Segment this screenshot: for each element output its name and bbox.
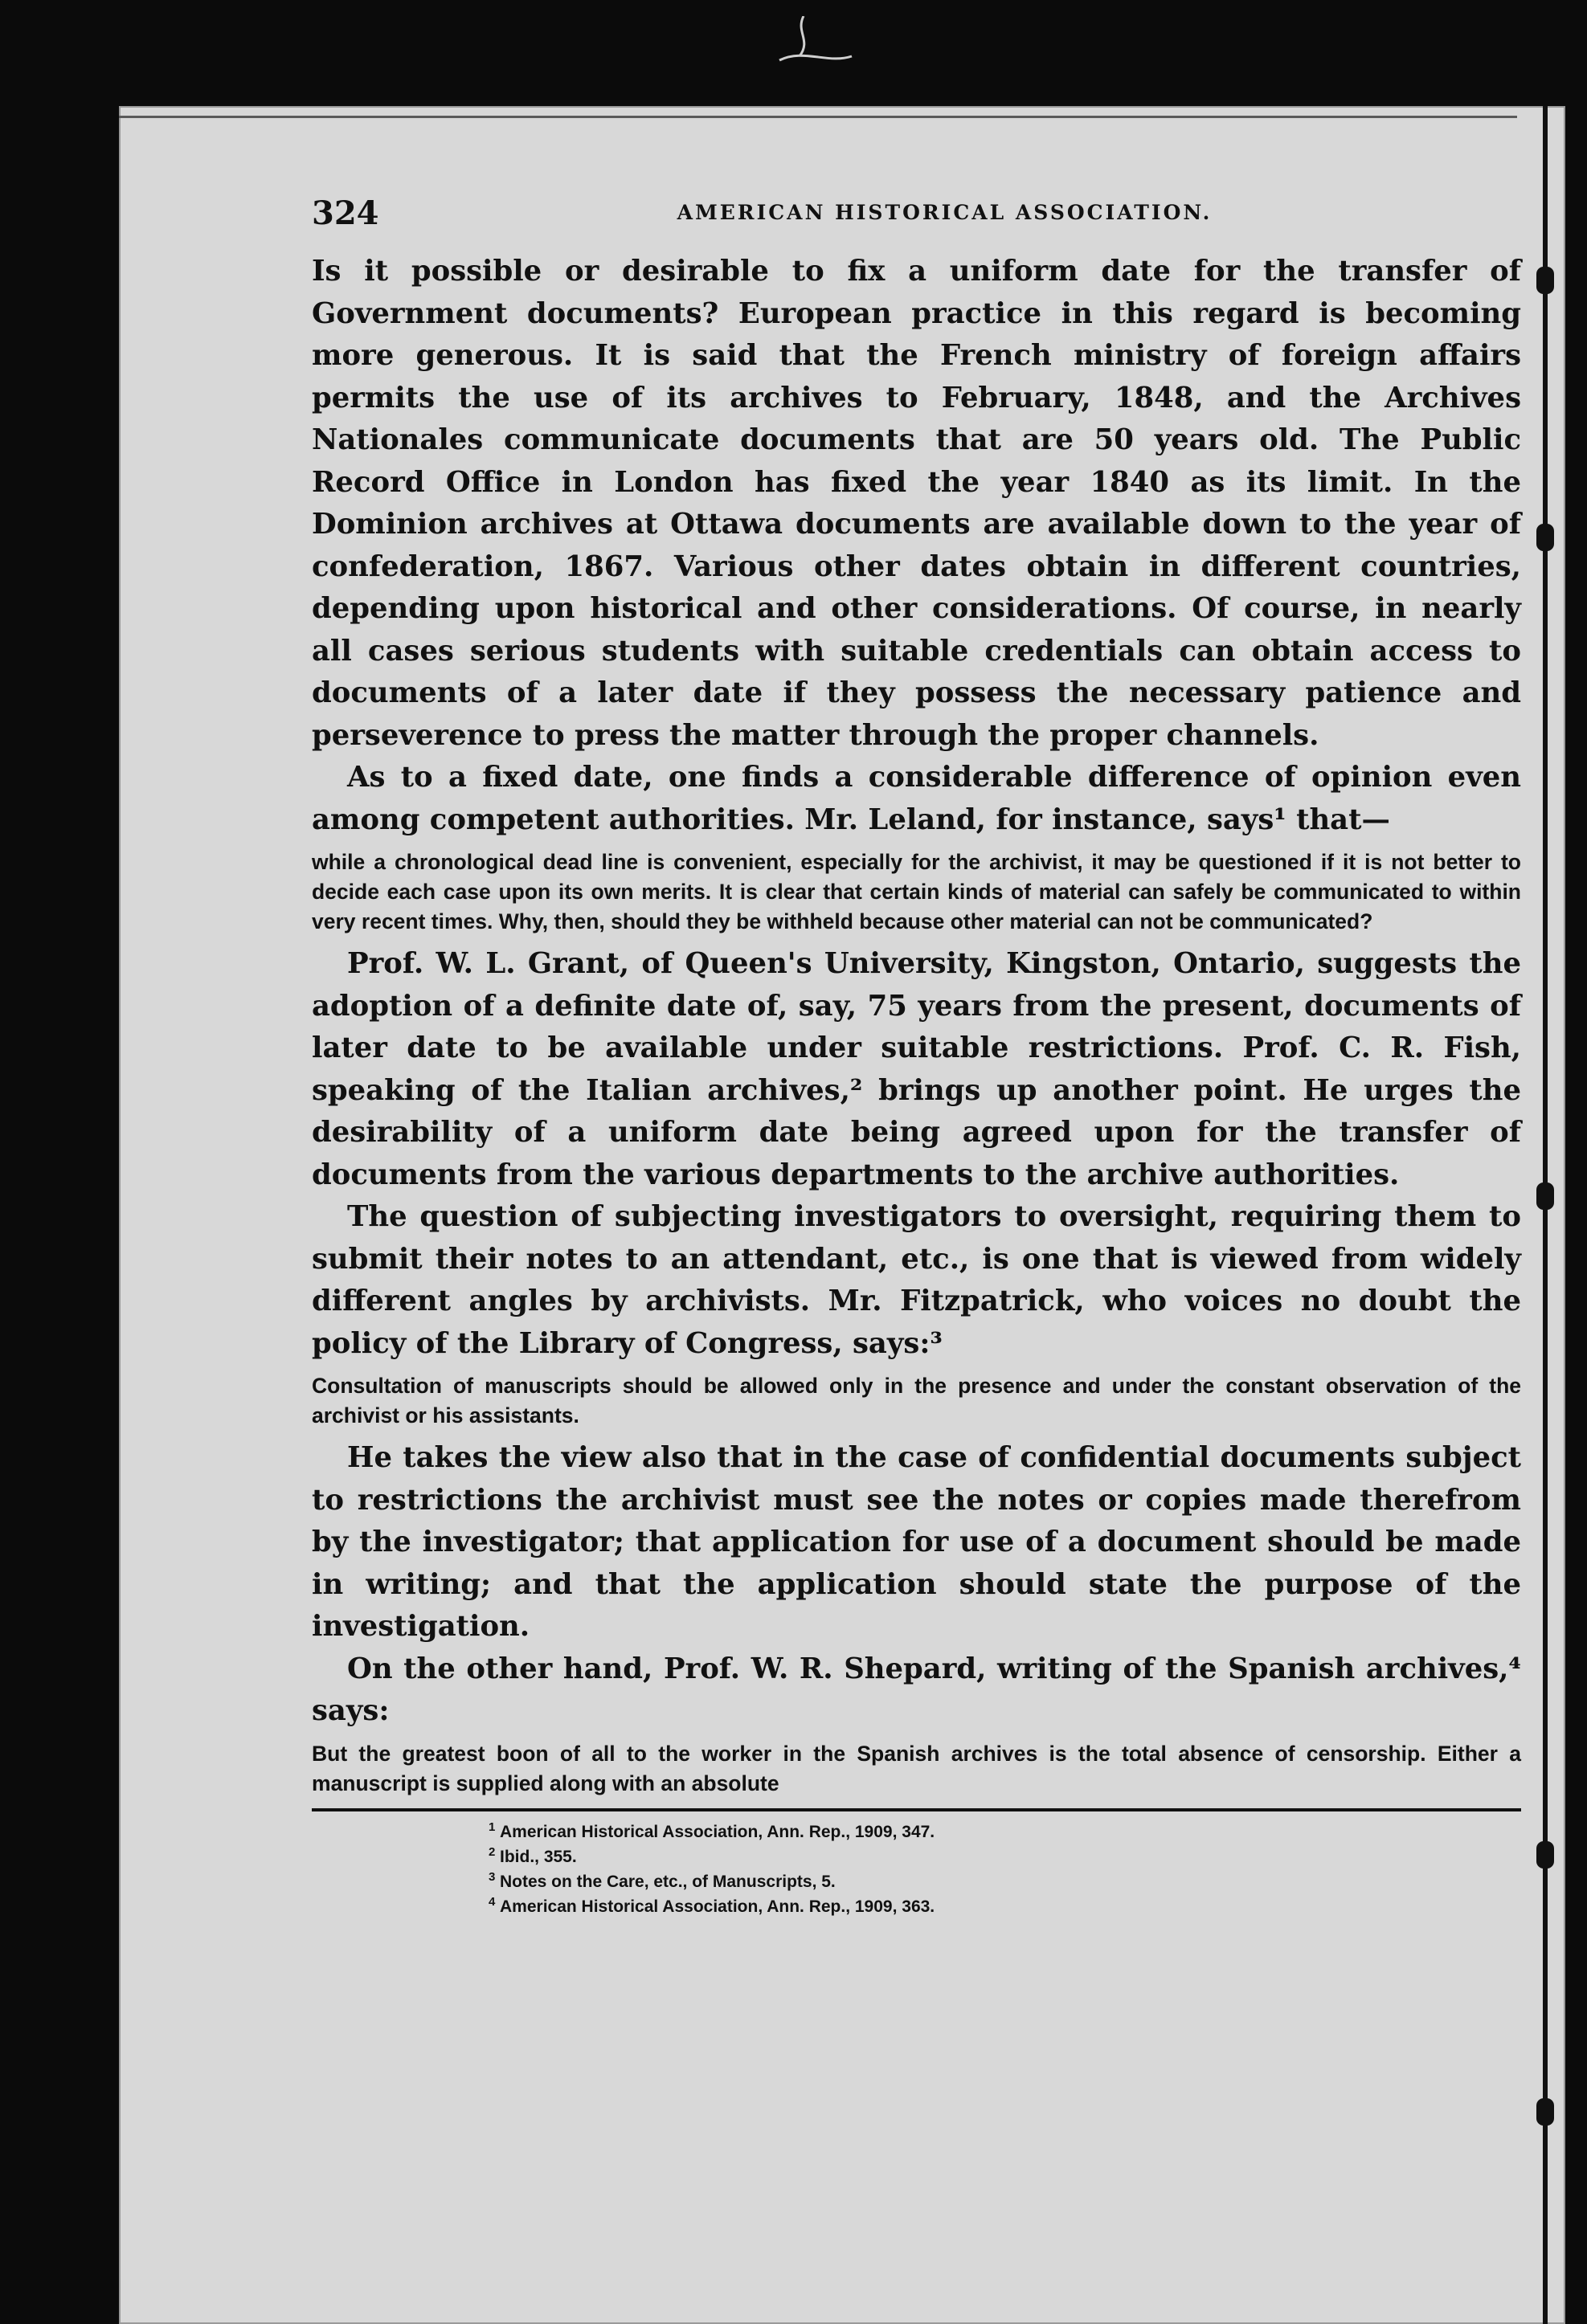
running-head <box>312 194 1521 251</box>
footnote-mark: 2 <box>489 1844 496 1859</box>
top-edge-rule <box>119 116 1517 118</box>
block-quote: Consultation of manuscripts should be allowed only in the presence and under the constant observation of the archivist or his assistants. <box>312 1374 1521 1427</box>
footnote-mark: 3 <box>489 1869 496 1884</box>
paragraph: The question of subjecting investigators to oversight, requiring them to submit their notes to an attendant, etc., is one that is viewed from widely different angles by archivists. Mr. Fitzpatrick, who voices no doubt the policy of the Library of Congress, says:³ <box>312 1200 1521 1360</box>
block-quote: while a chronological dead line is convenient, especially for the archivist, it may be questioned if it is not better to decide each case upon its own merits. It is clear that certain kinds of material can safely be communicated to within very recent times. Why, then, should they be withheld because other material can not be communicated? <box>312 850 1521 933</box>
footnote <box>489 1894 1521 1919</box>
footnote-text: American Historical Association, Ann. Rep., 1909, 347. <box>500 1822 935 1841</box>
running-title: AMERICAN HISTORICAL ASSOCIATION. <box>677 201 1213 224</box>
paragraph: On the other hand, Prof. W. R. Shepard, writing of the Spanish archives,⁴ says: <box>312 1652 1521 1727</box>
footnote-mark: 4 <box>489 1894 496 1909</box>
footnote-text: Ibid., 355. <box>500 1847 577 1866</box>
scanned-page <box>119 106 1565 2324</box>
paragraph: As to a fixed date, one finds a considerable difference of opinion even among competent authorities. Mr. Leland, for instance, says¹ that— <box>312 761 1521 836</box>
block-quote: But the greatest boon of all to the worker in the Spanish archives is the total absence of censorship. Either a manuscript is supplied along with an absolute <box>312 1741 1521 1795</box>
footnote <box>489 1869 1521 1894</box>
pencil-scribble <box>747 16 860 72</box>
binding-edge <box>1543 106 1548 2324</box>
binding-mark <box>1536 267 1554 294</box>
footnote-text: American Historical Association, Ann. Rep., 1909, 363. <box>500 1897 935 1916</box>
paragraph: Prof. W. L. Grant, of Queen's University, Kingston, Ontario, suggests the adoption of a definite date of, say, 75 years from the present, documents of later date to be available under suitable restrictions. Prof. C. R. Fish, speaking of the Italian archives,² brings up another point. He urges the desirability of a uniform date being agreed upon for the transfer of documents from the various departments to the archive authorities. <box>312 947 1521 1191</box>
page-content <box>312 194 1521 1919</box>
paragraph: He takes the view also that in the case of confidential documents subject to restrictions the archivist must see the notes or copies made therefrom by the investigator; that application for use of a document should be made in writing; and that the application should state the purpose of the investigation. <box>312 1441 1521 1643</box>
footnote <box>489 1820 1521 1844</box>
footnotes <box>489 1820 1521 1919</box>
binding-mark <box>1536 524 1554 551</box>
footnote-rule <box>312 1808 1521 1811</box>
footnote <box>489 1844 1521 1869</box>
paragraph: Is it possible or desirable to fix a uniform date for the transfer of Government documents? European practice in this regard is becoming more generous. It is said that the French ministry of foreign affairs permits the use of its archives to February, 1848, and the Archives Nationales communicate documents that are 50 years old. The Public Record Office in London has fixed the year 1840 as its limit. In the Dominion archives at Ottawa documents are available down to the year of confederation, 1867. Various other dates obtain in different countries, depending upon historical and other considerations. Of course, in nearly all cases serious students with suitable credentials can obtain access to documents of a later date if they possess the necessary patience and perseverence to press the matter through the proper channels. <box>312 255 1521 752</box>
page-number: 324 <box>312 194 379 232</box>
binding-mark <box>1536 1841 1554 1869</box>
binding-mark <box>1536 1182 1554 1210</box>
binding-mark <box>1536 2098 1554 2126</box>
footnote-text: Notes on the Care, etc., of Manuscripts, 5. <box>500 1872 836 1891</box>
footnote-mark: 1 <box>489 1820 496 1834</box>
